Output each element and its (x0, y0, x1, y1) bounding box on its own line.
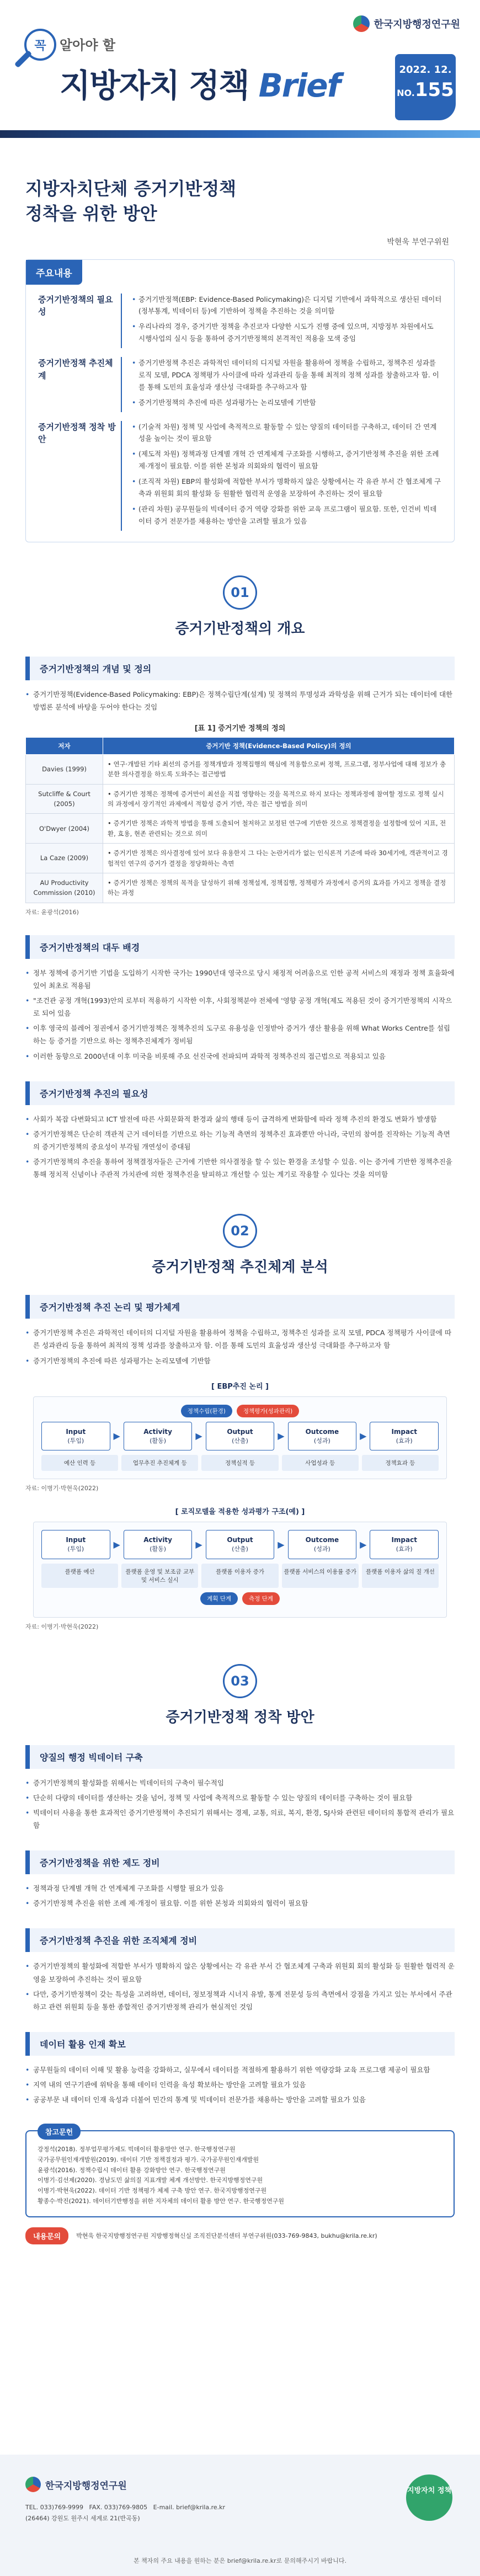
arrow-right-icon: ▶ (113, 1431, 120, 1442)
summary-item: • (제도적 차원) 정책과정 단계별 개혁 간 연계체계 구조화를 시행하고, 증거기반정책 추진을 위한 조례 제·개정이 필요함. 이를 위한 본청과 의회와의 협력이 필요함 (132, 448, 442, 472)
list-item: • 증거기반정책의 추진에 따른 성과평가는 논리모델에 기반함 (25, 1354, 455, 1367)
table-cell-definition: • 증거기반 정책은 정책에 증거만이 최선을 직접 영향하는 것을 목적으로 하지 보다는 정책과정에 참여할 정도로 정책 실시의 과정에서 장기적인 과제에서 적합성 증거 기반, 작은 접근 방법을 의미 (103, 784, 455, 814)
table-body (26, 754, 455, 903)
footer-info (25, 2502, 225, 2524)
summary-item: • 우리나라의 경우, 증거기반 정책을 추진코자 다양한 시도가 진행 중에 있으며, 지방정부 차원에서도 시행사업의 실시 등을 통하여 증거기반정책의 본격적인 적용을 모색 중임 (132, 321, 442, 345)
figure-1-pill: 정책평가(성과관리) (237, 1405, 299, 1417)
section-3-sub1-title: 양질의 행정 빅데이터 구축 (25, 1745, 455, 1769)
section-3-sub4-title: 데이터 활용 인재 확보 (25, 2032, 455, 2056)
arrow-right-icon: ▶ (113, 1539, 120, 1550)
section-1-sub2-list (25, 967, 455, 1063)
flow-step (41, 1530, 110, 1559)
figure-2-subs (41, 1564, 439, 1588)
flow-step-sub: (활동) (150, 1545, 167, 1553)
table-row (26, 844, 455, 873)
list-item: • 증거기반정책(Evidence-Based Policymaking: EBP)은 정책수립단계(설계) 및 정책의 투명성과 과학성을 위해 근거가 되는 데이터에 대한 방법론 분석에 바탕을 두어야 한다는 것임 (25, 688, 455, 713)
flow-step-sub: (활동) (150, 1437, 167, 1444)
flow-detail: 플랫폼 운영 및 보조금 교부 및 서비스 실시 (121, 1564, 198, 1588)
figure-2-source: 자료: 이병기·박현욱(2022) (25, 1623, 99, 1630)
flow-step-title: Activity (143, 1427, 172, 1436)
section-3-sub1-list (25, 1777, 455, 1832)
footer-email[interactable]: E-mail. brief@krila.re.kr (153, 2504, 226, 2511)
header-stripe (0, 130, 480, 138)
table-cell-definition: • 증거기반 정책은 의사결정에 있어 보다 유용한지 그 다는 논란거리가 없는 인식론적 기준에 따라 30세기에, 객관적이고 경험적인 연구의 증거가 결정을 정당화하는 측면 (103, 844, 455, 873)
summary-box (25, 259, 455, 542)
flow-step-sub: (산출) (232, 1545, 248, 1553)
contact-box (25, 2227, 455, 2244)
header (0, 0, 480, 138)
summary-row-label: 증거기반정책 추진체계 (38, 358, 113, 381)
flow-detail: 정책실적 등 (201, 1455, 278, 1471)
section-1-sub3-title: 증거기반정책 추진의 필요성 (25, 1081, 455, 1105)
flow-detail: 업무추진 추진체계 등 (121, 1455, 198, 1471)
table-row (26, 873, 455, 903)
summary-row (26, 285, 454, 349)
flow-step (370, 1530, 439, 1559)
section-3-sub2-title: 증거기반정책을 위한 제도 정비 (25, 1850, 455, 1874)
table-cell-definition: • 연구·개발된 기타 최선의 증거를 정책개발과 정책집행의 핵심에 적용함으로써 정책, 프로그램, 정부사업에 대해 정보가 충분한 의사결정을 하도록 도와주는 접근방법 (103, 754, 455, 784)
header-title-brief: Brief (258, 67, 340, 104)
footer-logo-icon (25, 2477, 41, 2492)
flow-step (124, 1530, 193, 1559)
references-list (38, 2145, 442, 2206)
summary-tag: 주요내용 (26, 260, 82, 285)
summary-row-label: 증거기반정책의 필요성 (38, 294, 113, 317)
flow-detail: 예산 인력 등 (41, 1455, 118, 1471)
list-item: • 공무원들의 데이터 이해 및 활용 능력을 강화하고, 실무에서 데이터를 적절하게 활용하기 위한 역량강화 교육 프로그램 제공이 필요함 (25, 2063, 455, 2076)
list-item: 강정석(2018). 정부업무평가제도 빅데이터 활용방안 연구. 한국행정연구원 (38, 2146, 236, 2153)
list-item: • 공공부문 내 데이터 인재 육성과 더불어 민간의 통계 및 빅데이터 전문가를 채용하는 방안을 고려할 필요가 있음 (25, 2093, 455, 2106)
flow-step-title: Input (66, 1536, 86, 1544)
section-3-number: 03 (223, 1664, 257, 1698)
footer-stamp: 지방자치 정책 (406, 2474, 452, 2521)
flow-step-sub: (투입) (67, 1437, 84, 1444)
section-2-sub1-list (25, 1326, 455, 1367)
summary-item: • (조직적 차원) EBP의 활성화에 적합한 부서가 명확하지 않은 상황에서는 각 유관 부서 간 협조체계 구축과 위원회 회의 활성화 등 원활한 협력적 운영을 보장하여 추진하는 것이 필요함 (132, 476, 442, 500)
references-box (25, 2130, 455, 2217)
flow-step-sub: (산출) (232, 1437, 248, 1444)
summary-row-list (121, 357, 442, 412)
section-1-sub1-list (25, 688, 455, 713)
figure-2-pill: 계획 단계 (200, 1592, 238, 1605)
section-2-number: 02 (223, 1214, 257, 1248)
definition-table (25, 737, 455, 903)
header-kicker: 알아야 할 (60, 38, 116, 53)
flow-step-title: Output (227, 1536, 253, 1544)
table-cell-author: La Caze (2009) (26, 844, 103, 873)
flow-step-title: Impact (391, 1536, 417, 1544)
contact-text: 박현욱 한국지방행정연구원 지방행정혁신실 조직진단분석센터 부연구위원(033-769-9843, bukhu@krila.re.kr) (76, 2232, 377, 2240)
list-item: • 이후 영국의 블레어 정권에서 증거기반정책은 정책추진의 도구로 유용성을 인정받아 증거가 생산 활용을 위해 What Works Centre를 설립하는 등 증거를 기반으로 하는 정책추진체계가 정비됨 (25, 1022, 455, 1047)
list-item: 이병기·김선제(2020). 경남도민 삶의질 지표개발 체계 개선방안. 한국지방행정연구원 (38, 2177, 263, 2184)
figure-2 (33, 1522, 447, 1618)
flow-detail: 플랫폼 이용자 증가 (201, 1564, 278, 1588)
section-3-sub4-list (25, 2063, 455, 2106)
summary-row (26, 348, 454, 412)
flow-detail: 플랫폼 이용자 삶의 질 개선 (362, 1564, 439, 1588)
table-cell-definition: • 증거기반 정책은 과학적 방법을 통해 도출되어 철저하고 보정된 연구에 기반한 것으로 정책결정을 설정함에 있어 지표, 전환, 효용, 현존 관련되는 것으로 의미 (103, 814, 455, 844)
figure-1-pills (41, 1405, 439, 1417)
table-caption: [표 1] 증거기반 정책의 정의 (194, 724, 286, 733)
section-1-sub1-title: 증거기반정책의 개념 및 정의 (25, 657, 455, 680)
table-cell-author: O'Dwyer (2004) (26, 814, 103, 844)
list-item: • 이러한 동향으로 2000년대 이후 미국을 비롯해 주요 선진국에 전파되며 과학적 정책추진의 접근법으로 적용되고 있음 (25, 1050, 455, 1063)
arrow-right-icon: ▶ (195, 1431, 202, 1442)
issue-date: 2022. 12. (399, 64, 452, 76)
author: 박현욱 부연구위원 (387, 237, 449, 247)
header-circle-text: 꼭 (34, 39, 46, 53)
flow-step-title: Activity (143, 1536, 172, 1544)
arrow-right-icon: ▶ (278, 1431, 285, 1442)
list-item: • 증거기반정책 추진을 위한 조례 제·개정이 필요함. 이를 위한 본청과 의회와의 협력이 필요함 (25, 1897, 455, 1910)
flow-step-title: Outcome (305, 1536, 339, 1544)
figure-2-pills (41, 1592, 439, 1605)
section-1-number: 01 (223, 575, 257, 610)
document-title-block (0, 138, 480, 247)
summary-item: • 증거기반정책 추진은 과학적인 데이터의 디지털 자원을 활용하여 정책을 수립하고, 정책추진 성과를 로직 모델, PDCA 정책평가 사이클에 따라 성과관리 등을 통해 최적의 정책 성과를 창출하고자 함. 이를 통해 도민의 효율성과 생산성 극대화를 추구하고자 함 (132, 357, 442, 393)
flow-step (124, 1422, 193, 1451)
table-header-definition: 증거기반 정책(Evidence-Based Policy)의 정의 (103, 737, 455, 754)
list-item: • 증거기반정책은 단순히 객관적 근거 데이터를 기반으로 하는 기능적 측면의 정책추진 효과뿐만 아니라, 국민의 참여를 진작하는 기능적 측면의 증거기반정책의 중요성이 부각될 개연성이 증대됨 (25, 1128, 455, 1153)
section-3-sub3-title: 증거기반정책 추진을 위한 조직체계 정비 (25, 1928, 455, 1952)
list-item: • 정부 정책에 증거기반 기법을 도입하기 시작한 국가는 1990년대 영국으로 당시 채정적 어려움으로 인한 공적 서비스의 재정과 정책 효율화에 있어 최초로 적용됨 (25, 967, 455, 992)
list-item: • 빅데이터 사용을 통한 효과적인 증거기반정책이 추진되기 위해서는 경제, 교통, 의료, 복지, 환경, SJ사와 관련된 데이터의 통합적 관리가 필요함 (25, 1806, 455, 1832)
header-title-main: 지방자치 정책 (60, 67, 249, 104)
table-cell-author: Davies (1999) (26, 754, 103, 784)
list-item: • 증거기반정책의 추진을 통하여 정책결정자들은 근거에 기반한 의사결정을 할 수 있는 환경을 조성할 수 있음. 이는 증거에 기반한 정책추진을 통해 정치적 신념이나 주관적 가치관에 의한 정책추진을 탈피하고 개선할 수 있는 계기로 작용할 수 있다는 것을 의미함 (25, 1155, 455, 1181)
flow-step-title: Input (66, 1427, 86, 1436)
flow-step-sub: (효과) (396, 1545, 413, 1553)
summary-item: • (기술적 차원) 정책 및 사업에 축적적으로 활동할 수 있는 양질의 데이터를 구축하고, 데이터 간 연계성을 높이는 것이 필요함 (132, 421, 442, 445)
footer-address: (26464) 강원도 원주시 세계로 21(반곡동) (25, 2514, 140, 2522)
list-item: • 지역 내의 연구기관에 위탁을 통해 데이터 인력을 육성 확보하는 방안을 고려할 필요가 있음 (25, 2078, 455, 2091)
summary-item: • 증거기반정책(EBP: Evidence-Based Policymaking)은 디지털 기반에서 과학적으로 생산된 데이터(정부통계, 빅데이터 등)에 기반하여 정책을 추진하는 것을 의미함 (132, 294, 442, 318)
table-source: 자료: 윤광석(2016) (25, 908, 79, 916)
flow-detail: 정책효과 등 (362, 1455, 439, 1471)
summary-rows (26, 285, 454, 531)
magnifier-handle (14, 50, 33, 68)
footer-logo (25, 2477, 127, 2492)
org-logo-icon (353, 15, 370, 32)
issue-number-prefix: NO. (397, 88, 415, 98)
footer-note: 본 책자의 주요 내용을 원하는 분은 brief@krila.re.kr로 문의해주시기 바랍니다. (134, 2557, 346, 2564)
section-3-sub2-list (25, 1882, 455, 1910)
arrow-right-icon: ▶ (278, 1539, 285, 1550)
section-1-title: 증거기반정책의 개요 (175, 620, 305, 637)
table-cell-author: AU Productivity Commission (2010) (26, 873, 103, 903)
flow-step (206, 1530, 275, 1559)
figure-1-subs (41, 1455, 439, 1471)
header-title (60, 60, 340, 106)
flow-step-sub: (성과) (313, 1437, 330, 1444)
contact-tag: 내용문의 (25, 2227, 68, 2244)
table-row (26, 754, 455, 784)
section-2-sub1-title: 증거기반정책 추진 논리 및 평가체계 (25, 1295, 455, 1319)
section-1-sub2-title: 증거기반정책의 대두 배경 (25, 935, 455, 959)
flow-step-title: Outcome (305, 1427, 339, 1436)
section-3-title: 증거기반정책 정착 방안 (166, 1709, 314, 1726)
list-item: 국가공무원인재개발원(2019). 데이터 기반 정책결정과 평가. 국가공무원인재개발원 (38, 2156, 259, 2163)
list-item: • 다만, 증거기반정책이 갖는 특성을 고려하면, 데이터, 정보정책과 시너지 유발, 통계 전문성 등의 측면에서 강점을 가지고 있는 부서에서 주관하고 관련 위원회 등을 통한 종합적인 증거기반정책 관리가 현실적인 것임 (25, 1988, 455, 2013)
summary-row (26, 412, 454, 531)
table-row (26, 784, 455, 814)
issue-number (395, 79, 456, 101)
section-1-sub3-list (25, 1113, 455, 1181)
list-item: • 증거기반정책 추진은 과학적인 데이터의 디지털 자원을 활용하여 정책을 수립하고, 정책추진 성과를 로직 모델, PDCA 정책평가 사이클에 따른 성과관리 등을 통하여 최적의 정책 성과를 창출하고자 함. 이를 통해 도민의 효율성과 생산성 극대화를 추구하고자 함 (25, 1326, 455, 1352)
list-item: 윤광석(2016). 정책수립시 데이터 활용 강화방안 연구. 한국행정연구원 (38, 2166, 226, 2174)
flow-step-title: Impact (391, 1427, 417, 1436)
figure-1-title: [ EBP추진 논리 ] (211, 1382, 269, 1391)
figure-2-pill: 측정 단계 (242, 1592, 280, 1605)
flow-detail: 플랫폼 서비스의 이용률 증가 (282, 1564, 359, 1588)
flow-step (41, 1422, 110, 1451)
section-2-title: 증거기반정책 추진체계 분석 (152, 1259, 328, 1276)
summary-row-label: 증거기반정책 정착 방안 (38, 422, 116, 445)
table-cell-definition: • 증거기반 정책은 정책의 목적을 달성하기 위해 정책설계, 정책집행, 정책평가 과정에서 증거의 효과를 가지고 정책을 결정하는 과정 (103, 873, 455, 903)
figure-1-pill: 정책수립(환경) (181, 1405, 232, 1417)
document-title: 지방자치단체 증거기반정책 정착을 위한 방안 (25, 178, 237, 224)
section-1-header (0, 575, 480, 638)
flow-step (370, 1422, 439, 1451)
arrow-right-icon: ▶ (360, 1431, 367, 1442)
table-header-author: 저자 (26, 737, 103, 754)
footer (0, 2455, 480, 2576)
summary-item: • (관리 차원) 공무원들의 빅데이터 증거 역량 강화를 위한 교육 프로그램이 필요함. 또한, 인건비 빅데이터 증거 전문가를 채용하는 방안을 고려할 필요가 있음 (132, 503, 442, 527)
figure-2-title: [ 로직모델을 적용한 성과평가 구조(예) ] (175, 1508, 305, 1517)
footer-tel: TEL. 033)769-9999 (25, 2504, 84, 2511)
list-item: 황종수·박진(2021). 데이터기반행정을 위한 지자체의 데이터 활용 방안 연구. 한국행정연구원 (38, 2197, 284, 2205)
flow-step (288, 1422, 357, 1451)
figure-1-flow (41, 1422, 439, 1451)
flow-detail: 사업성과 등 (282, 1455, 359, 1471)
list-item: • 단순히 다량의 데이터를 생산하는 것을 넘어, 정책 및 사업에 축적적으로 활동할 수 있는 양질의 데이터를 구축하는 것이 필요함 (25, 1791, 455, 1804)
flow-step (206, 1422, 275, 1451)
list-item: • 증거기반정책의 활성화를 위해서는 빅데이터의 구축이 필수적임 (25, 1777, 455, 1789)
flow-step-sub: (효과) (396, 1437, 413, 1444)
flow-step (288, 1530, 357, 1559)
footer-fax: FAX. 033)769-9805 (89, 2504, 148, 2511)
arrow-right-icon: ▶ (360, 1539, 367, 1550)
table-cell-author: Sutcliffe & Court (2005) (26, 784, 103, 814)
list-item: 이병기·박현욱(2022). 데이터 기반 정책평가 체제 구축 방안 연구. 한국지방행정연구원 (38, 2187, 267, 2194)
list-item: • 사회가 복잡 다변화되고 ICT 발전에 따른 사회문화적 환경과 삶의 행태 등이 급격하게 변화함에 따라 정책 추진의 환경도 변화가 발생함 (25, 1113, 455, 1126)
list-item: • 정책과정 단계별 개혁 간 연계체계 구조화를 시행할 필요가 있음 (25, 1882, 455, 1895)
figure-2-flow (41, 1530, 439, 1559)
footer-org: 한국지방행정연구원 (45, 2480, 127, 2492)
flow-step-title: Output (227, 1427, 253, 1436)
list-item: • "조건관 공정 개혁(1993)안의 로부터 적용하기 시작한 이후, 사회정책분야 전체에 '영향 공정 개혁(제도 적용된 것이 증거기반정책의 시작으로 되어 있음 (25, 994, 455, 1020)
org-name: 한국지방행정연구원 (374, 19, 460, 30)
references-tag: 참고문헌 (38, 2124, 81, 2140)
flow-detail: 플랫폼 예산 (41, 1564, 118, 1588)
org-logo (353, 15, 461, 32)
figure-1-source: 자료: 이병기·박현욱(2022) (25, 1485, 99, 1492)
issue-badge (395, 54, 456, 120)
summary-item: • 증거기반정책의 추진에 따른 성과평가는 논리모델에 기반함 (132, 397, 442, 409)
table-row (26, 814, 455, 844)
section-3-sub3-list (25, 1960, 455, 2013)
summary-row-list (121, 421, 442, 531)
flow-step-sub: (투입) (67, 1545, 84, 1553)
issue-number-value: 155 (414, 79, 454, 101)
arrow-right-icon: ▶ (195, 1539, 202, 1550)
list-item: • 증거기반정책의 활성화에 적합한 부서가 명확하지 않은 상황에서는 각 유관 부서 간 협조체계 구축과 위원회 회의 활성화 등 원활한 협력적 운영을 보장하여 추진하는 것이 필요함 (25, 1960, 455, 1985)
section-2-header (0, 1214, 480, 1276)
figure-1 (33, 1396, 447, 1480)
flow-step-sub: (성과) (313, 1545, 330, 1553)
summary-row-list (121, 294, 442, 349)
section-3-header (0, 1664, 480, 1726)
